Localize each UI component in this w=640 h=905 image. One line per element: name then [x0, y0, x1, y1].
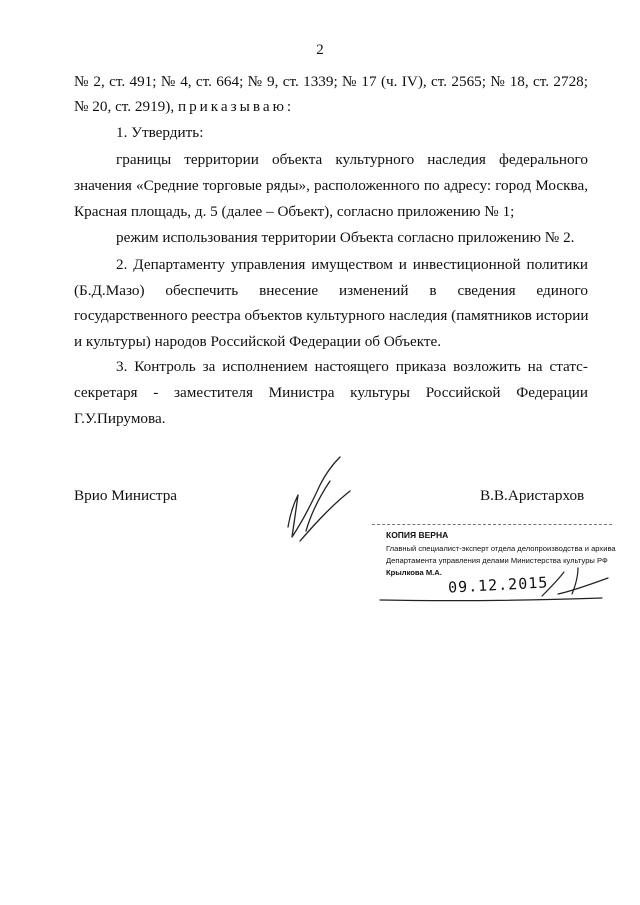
body-line-7: режим использования территории Объекта согласно приложению № 2. — [116, 229, 575, 246]
item-2-line-1: 2. Департаменту управления имуществом и инвестиционной политики — [116, 256, 588, 273]
item-3-line-2: секретаря - заместителя Министра культуры Российской Федерации — [74, 384, 588, 401]
page-number: 2 — [316, 42, 324, 58]
stamp-handwritten-date: 09.12.2015 — [447, 573, 549, 597]
item-1-heading: 1. Утвердить: — [116, 124, 204, 141]
body-line-6: Красная площадь, д. 5 (далее – Объект), согласно приложению № 1; — [74, 203, 515, 220]
stamp-signature — [372, 564, 634, 604]
item-2-line-3: государственного реестра объектов культурного наследия (памятников истории — [74, 307, 589, 324]
stamp-name: Крылкова М.А. — [386, 568, 442, 577]
stamp-line-1: Главный специалист-эксперт отдела делопроизводства и архива — [386, 544, 616, 553]
body-line-4: границы территории объекта культурного наследия федерального — [116, 151, 588, 168]
signatory-position: Врио Министра — [74, 487, 178, 504]
item-3-line-3: Г.У.Пирумова. — [74, 410, 166, 427]
stamp-title: КОПИЯ ВЕРНА — [386, 530, 449, 540]
stamp-border — [372, 524, 612, 525]
handwritten-signature — [280, 455, 370, 550]
signatory-name: В.В.Аристархов — [480, 487, 585, 504]
body-line-2-citation: № 20, ст. 2919), — [74, 98, 175, 115]
body-line-1: № 2, ст. 491; № 4, ст. 664; № 9, ст. 1339; № 17 (ч. IV), ст. 2565; № 18, ст. 2728; — [74, 73, 588, 90]
item-3-line-1: 3. Контроль за исполнением настоящего приказа возложить на статс- — [116, 358, 588, 375]
item-2-line-4: и культуры) народов Российской Федерации об Объекте. — [74, 333, 442, 350]
order-word: приказываю: — [177, 98, 295, 115]
stamp-line-2: Департамента управления делами Министерства культуры РФ — [386, 556, 608, 565]
body-line-5: значения «Средние торговые ряды», расположенного по адресу: город Москва, — [74, 177, 588, 194]
body-line-2 — [74, 98, 588, 116]
item-2-line-2: (Б.Д.Мазо) обеспечить внесение изменений в сведения единого — [74, 282, 588, 299]
